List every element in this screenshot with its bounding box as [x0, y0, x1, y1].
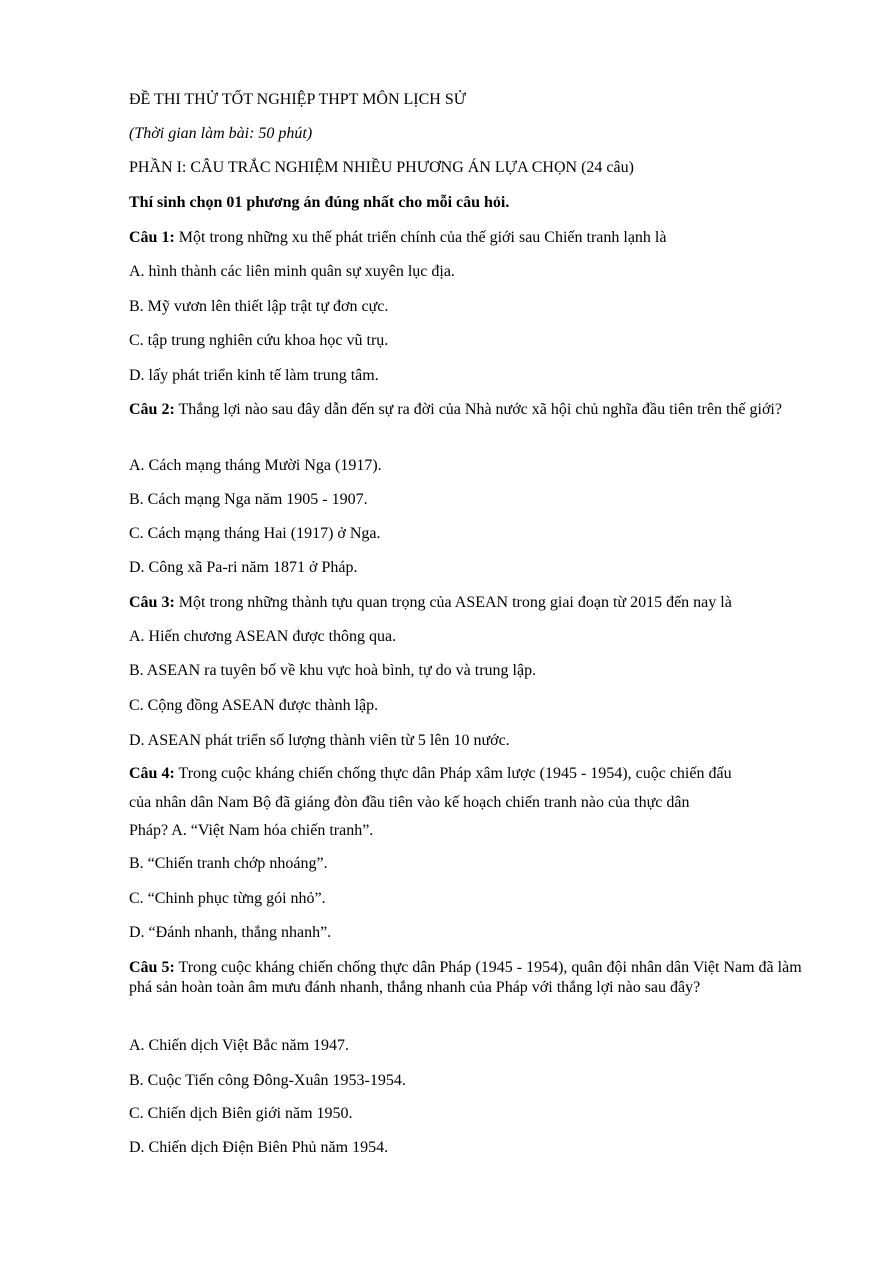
question-4-option-b: B. “Chiến tranh chớp nhoáng”. — [129, 855, 328, 872]
question-text: Trong cuộc kháng chiến chống thực dân Pháp xâm lược (1945 - 1954), cuộc chiến đấu — [174, 765, 732, 782]
question-5-option-b: B. Cuộc Tiến công Đông-Xuân 1953-1954. — [129, 1072, 406, 1089]
question-4-stem-line-3: Pháp? A. “Việt Nam hóa chiến tranh”. — [129, 822, 374, 839]
question-1-option-d: D. lấy phát triển kinh tế làm trung tâm. — [129, 367, 379, 384]
question-2-option-c: C. Cách mạng tháng Hai (1917) ở Nga. — [129, 525, 381, 542]
question-2-option-a: A. Cách mạng tháng Mười Nga (1917). — [129, 457, 382, 474]
question-label: Câu 5: — [129, 959, 175, 976]
question-4-option-c: C. “Chinh phục từng gói nhỏ”. — [129, 890, 326, 907]
instruction-text: Thí sinh chọn 01 phương án đúng nhất cho mỗi câu hỏi. — [129, 194, 510, 211]
exam-title: ĐỀ THI THỬ TỐT NGHIỆP THPT MÔN LỊCH SỬ — [129, 91, 467, 108]
question-1-option-a: A. hình thành các liên minh quân sự xuyên lục địa. — [129, 263, 455, 280]
question-text: Một trong những thành tựu quan trọng của ASEAN trong giai đoạn từ 2015 đến nay là — [174, 594, 732, 611]
question-label: Câu 2: — [129, 401, 175, 418]
question-1-option-b: B. Mỹ vươn lên thiết lập trật tự đơn cực. — [129, 298, 389, 315]
question-5-option-d: D. Chiến dịch Điện Biên Phủ năm 1954. — [129, 1139, 389, 1156]
question-4-option-d: D. “Đánh nhanh, thắng nhanh”. — [129, 924, 332, 941]
question-text: Thắng lợi nào sau đây dẫn đến sự ra đời của Nhà nước xã hội chủ nghĩa đầu tiên trên thế giới? — [174, 401, 782, 418]
question-2-option-b: B. Cách mạng Nga năm 1905 - 1907. — [129, 491, 368, 508]
question-text: Trong cuộc kháng chiến chống thực dân Pháp (1945 - 1954), quân đội nhân dân Việt Nam đã làm phá sản hoàn toàn âm mưu đánh nhanh, thắng nhanh của Pháp với thắng lợi nào sau đây? — [129, 959, 802, 996]
time-note: (Thời gian làm bài: 50 phút) — [129, 125, 313, 142]
question-3-option-b: B. ASEAN ra tuyên bố về khu vực hoà bình, tự do và trung lập. — [129, 662, 537, 679]
question-1-stem — [129, 228, 666, 248]
question-4-stem-line-2: của nhân dân Nam Bộ đã giáng đòn đầu tiên vào kế hoạch chiến tranh nào của thực dân — [129, 794, 690, 811]
question-label: Câu 3: — [129, 594, 175, 611]
question-3-option-d: D. ASEAN phát triển số lượng thành viên từ 5 lên 10 nước. — [129, 732, 510, 749]
question-label: Câu 1: — [129, 229, 175, 246]
section-heading: PHẦN I: CÂU TRẮC NGHIỆM NHIỀU PHƯƠNG ÁN LỰA CHỌN (24 câu) — [129, 159, 634, 176]
question-2-option-d: D. Công xã Pa-ri năm 1871 ở Pháp. — [129, 559, 358, 576]
question-text: Một trong những xu thế phát triển chính của thế giới sau Chiến tranh lạnh là — [174, 229, 667, 246]
question-3-stem — [129, 593, 732, 613]
question-1-option-c: C. tập trung nghiên cứu khoa học vũ trụ. — [129, 332, 389, 349]
question-3-option-a: A. Hiến chương ASEAN được thông qua. — [129, 628, 397, 645]
question-4-stem — [129, 764, 732, 784]
question-label: Câu 4: — [129, 765, 175, 782]
question-5-option-c: C. Chiến dịch Biên giới năm 1950. — [129, 1105, 353, 1122]
question-5-stem — [129, 958, 819, 998]
question-3-option-c: C. Cộng đồng ASEAN được thành lập. — [129, 697, 379, 714]
question-5-option-a: A. Chiến dịch Việt Bắc năm 1947. — [129, 1037, 350, 1054]
question-2-stem — [129, 400, 819, 420]
